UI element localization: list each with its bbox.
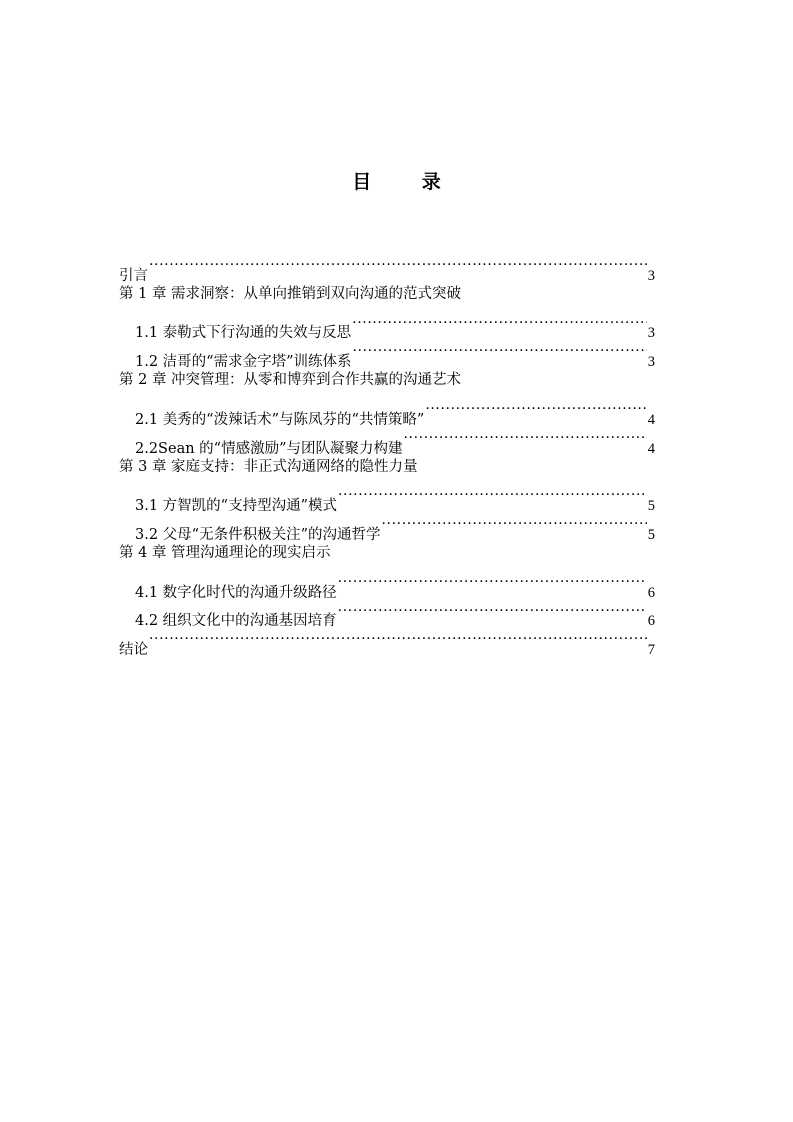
toc-entry-page: 7 [647, 642, 655, 659]
toc-entry-page: 4 [647, 440, 655, 457]
toc-entry-page: 3 [647, 325, 655, 342]
toc-entry-label: 第 4 章 管理沟通理论的现实启示 [119, 544, 331, 561]
toc-entry-label: 结论 [119, 642, 148, 659]
toc-entry-label: 4.2 组织文化中的沟通基因培育 [135, 613, 337, 630]
toc-entry-label: 2.2Sean 的“情感激励”与团队凝聚力构建 [135, 440, 403, 457]
toc-entry-page: 3 [647, 354, 655, 371]
toc-entry-page: 5 [647, 498, 655, 515]
dot-leader [352, 309, 647, 338]
toc-entry-section-4-1[interactable] [119, 568, 655, 601]
toc-entry-page: 6 [647, 613, 655, 630]
toc-entry-label: 1.1 泰勒式下行沟通的失效与反思 [135, 325, 352, 342]
dot-leader [382, 510, 647, 539]
toc-entry-chapter-4[interactable] [119, 539, 655, 568]
toc-entry-chapter-2[interactable] [119, 366, 655, 395]
dot-leader [404, 424, 647, 453]
dot-leader [338, 568, 647, 597]
dot-leader [338, 481, 647, 510]
page-title: 目 录 [352, 171, 463, 193]
toc-entry-section-1-1[interactable] [119, 309, 655, 342]
toc-entry-section-3-1[interactable] [119, 481, 655, 515]
dot-leader [149, 625, 647, 654]
toc-entry-label: 2.1 美秀的“泼辣话术”与陈凤芬的“共情策略” [135, 411, 425, 428]
toc-entry-page: 6 [647, 584, 655, 601]
toc-entry-label: 第 2 章 冲突管理：从零和博弈到合作共赢的沟通艺术 [119, 372, 462, 389]
toc-entry-label: 3.2 父母“无条件积极关注”的沟通哲学 [135, 526, 381, 543]
toc-entry-page: 4 [647, 411, 655, 428]
dot-leader [425, 395, 646, 424]
toc-entry-label: 第 1 章 需求洞察：从单向推销到双向沟通的范式突破 [119, 285, 462, 302]
toc-entry-label: 3.1 方智凯的“支持型沟通”模式 [135, 498, 337, 515]
toc-entry-conclusion[interactable] [119, 625, 655, 659]
dot-leader [353, 337, 647, 366]
toc-entry-label: 1.2 洁哥的“需求金字塔”训练体系 [135, 354, 352, 371]
toc-entry-page: 5 [647, 526, 655, 543]
dot-leader [149, 251, 647, 280]
toc-entry-chapter-1[interactable] [119, 280, 655, 309]
table-of-contents [119, 251, 655, 659]
toc-entry-chapter-3[interactable] [119, 453, 655, 482]
toc-entry-introduction[interactable] [119, 251, 655, 284]
toc-entry-label: 第 3 章 家庭支持：非正式沟通网络的隐性力量 [119, 458, 418, 475]
toc-entry-section-2-1[interactable] [119, 395, 655, 428]
dot-leader [338, 597, 647, 626]
toc-entry-label: 4.1 数字化时代的沟通升级路径 [135, 584, 337, 601]
toc-entry-label: 引言 [119, 267, 148, 284]
toc-entry-page: 3 [647, 267, 655, 284]
